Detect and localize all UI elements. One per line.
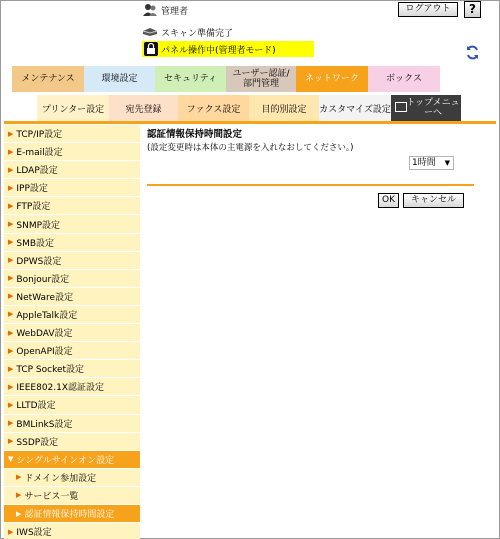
main-tab-bar [12, 66, 440, 92]
triangle-down-icon: ▼ [8, 455, 14, 464]
tab-maintenance[interactable]: メンテナンス [12, 66, 84, 92]
triangle-right-icon: ▶ [8, 346, 14, 355]
sidebar-item-label: LLTD設定 [16, 401, 56, 412]
sidebar-item-appletalk[interactable] [4, 306, 140, 324]
sidebar-item-bmlinks[interactable] [4, 415, 140, 433]
triangle-right-icon: ▶ [8, 147, 14, 156]
content-divider [147, 184, 474, 186]
sidebar-item-openapi[interactable] [4, 342, 140, 360]
sidebar-item-label: LDAP設定 [16, 166, 58, 177]
triangle-right-icon: ▶ [8, 292, 14, 301]
tab-user-auth[interactable]: ユーザー認証/部門管理 [226, 66, 296, 92]
sidebar-item-lltd[interactable] [4, 396, 140, 414]
triangle-right-icon: ▶ [8, 328, 14, 337]
sidebar-item-netware[interactable] [4, 288, 140, 306]
sidebar-item-single-sign-on[interactable] [4, 451, 140, 469]
tab-printer-settings[interactable]: プリンター設定 [37, 95, 109, 121]
retention-time-select[interactable] [409, 156, 454, 170]
triangle-right-icon: ▶ [8, 437, 14, 446]
tab-box[interactable]: ボックス [368, 66, 440, 92]
sidebar-item-label: サービス一覧 [24, 491, 79, 502]
sidebar-item-ftp[interactable] [4, 197, 140, 215]
user-icon [142, 3, 158, 17]
tab-environment[interactable]: 環境設定 [84, 66, 155, 92]
sidebar-item-label: E-mail設定 [16, 148, 63, 159]
sidebar-item-bonjour[interactable] [4, 270, 140, 288]
top-menu-label: トップメニューへ [406, 98, 460, 118]
page-note: (設定変更時は本体の主電源を入れなおしてください。) [147, 143, 354, 153]
content-panel [147, 128, 492, 205]
sidebar-item-tcpip[interactable] [4, 125, 140, 143]
status-scan [142, 25, 233, 39]
lock-panel-icon [144, 42, 158, 56]
page-title: 認証情報保持時間設定 [147, 129, 243, 140]
triangle-right-icon: ▶ [8, 400, 14, 409]
triangle-right-icon: ▶ [8, 419, 14, 428]
status-panel [142, 41, 314, 57]
triangle-right-icon: ▶ [8, 238, 14, 247]
sidebar-item-smb[interactable] [4, 234, 140, 252]
sidebar-item-auth-retention[interactable] [4, 505, 140, 523]
sidebar-item-label: BMLinkS設定 [16, 419, 73, 430]
sidebar-item-label: Bonjour設定 [16, 274, 70, 285]
tab-network[interactable]: ネットワーク [296, 66, 368, 92]
sub-tab-bar [37, 95, 461, 121]
sidebar-item-label: IEEE802.1X認証設定 [16, 383, 105, 394]
sidebar-item-label: IPP設定 [16, 184, 48, 195]
sidebar-item-tcp-socket[interactable] [4, 360, 140, 378]
help-button[interactable]: ? [464, 1, 481, 18]
user-label: 管理者 [161, 6, 189, 17]
sidebar-item-iws[interactable] [4, 523, 140, 539]
sidebar-item-webdav[interactable] [4, 324, 140, 342]
refresh-icon[interactable] [464, 44, 481, 61]
sidebar-item-email[interactable] [4, 143, 140, 161]
triangle-right-icon: ▶ [8, 165, 14, 174]
sidebar-item-ieee8021x[interactable] [4, 378, 140, 396]
status-panel-text: パネル操作中(管理者モード) [161, 45, 276, 56]
sidebar-item-label: WebDAV設定 [16, 329, 73, 340]
triangle-right-icon: ▶ [8, 183, 14, 192]
triangle-right-icon: ▶ [16, 473, 22, 482]
home-menu-icon [395, 102, 407, 112]
sidebar-item-label: OpenAPI設定 [16, 347, 73, 358]
triangle-right-icon: ▶ [8, 129, 14, 138]
triangle-right-icon: ▶ [8, 382, 14, 391]
sidebar-item-ldap[interactable] [4, 161, 140, 179]
sidebar [4, 125, 140, 539]
cancel-button[interactable]: キャンセル [403, 193, 464, 208]
sidebar-item-label: FTP設定 [16, 202, 51, 213]
tab-security[interactable]: セキュリティ [155, 66, 226, 92]
sidebar-item-ipp[interactable] [4, 179, 140, 197]
sidebar-item-label: 認証情報保持時間設定 [24, 510, 115, 521]
sidebar-item-dpws[interactable] [4, 252, 140, 270]
sidebar-item-label: SMB設定 [16, 238, 55, 249]
user-area [142, 2, 188, 18]
triangle-right-icon: ▶ [8, 527, 14, 536]
sidebar-item-snmp[interactable] [4, 215, 140, 233]
status-scan-text: スキャン準備完了 [161, 28, 234, 39]
sidebar-item-label: DPWS設定 [16, 256, 62, 267]
sidebar-item-label: AppleTalk設定 [16, 310, 78, 321]
logout-button[interactable]: ログアウト [398, 2, 458, 17]
triangle-right-icon: ▶ [8, 274, 14, 283]
triangle-right-icon: ▶ [8, 201, 14, 210]
sidebar-item-label: シングルサインオン設定 [16, 455, 115, 466]
triangle-right-icon: ▶ [16, 509, 22, 518]
tab-purpose-settings[interactable]: 目的別設定 [249, 95, 319, 121]
triangle-right-icon: ▶ [16, 491, 22, 500]
sidebar-item-domain-join[interactable] [4, 469, 140, 487]
scanner-icon [142, 27, 158, 37]
sidebar-item-label: TCP/IP設定 [16, 130, 63, 141]
tab-address-registration[interactable]: 宛先登録 [109, 95, 178, 121]
sidebar-item-label: SNMP設定 [16, 220, 61, 231]
sidebar-item-label: IWS設定 [16, 528, 52, 539]
tab-fax-settings[interactable]: ファクス設定 [178, 95, 249, 121]
triangle-right-icon: ▶ [8, 364, 14, 373]
triangle-right-icon: ▶ [8, 310, 14, 319]
triangle-right-icon: ▶ [8, 256, 14, 265]
sidebar-item-service-list[interactable] [4, 487, 140, 505]
sidebar-item-label: TCP Socket設定 [16, 365, 85, 376]
tab-customize-settings[interactable]: カスタマイズ設定 [319, 95, 391, 121]
sidebar-item-label: SSDP設定 [16, 437, 59, 448]
sidebar-item-label: NetWare設定 [16, 292, 74, 303]
retention-time-value: 1時間 [412, 158, 436, 168]
top-menu-button[interactable] [391, 95, 461, 121]
ok-button[interactable]: OK [378, 193, 399, 208]
triangle-right-icon: ▶ [8, 220, 14, 229]
chevron-down-icon: ▼ [444, 159, 450, 167]
sidebar-item-label: ドメイン参加設定 [24, 473, 97, 484]
sidebar-item-ssdp[interactable] [4, 433, 140, 451]
tab-divider [4, 121, 496, 124]
